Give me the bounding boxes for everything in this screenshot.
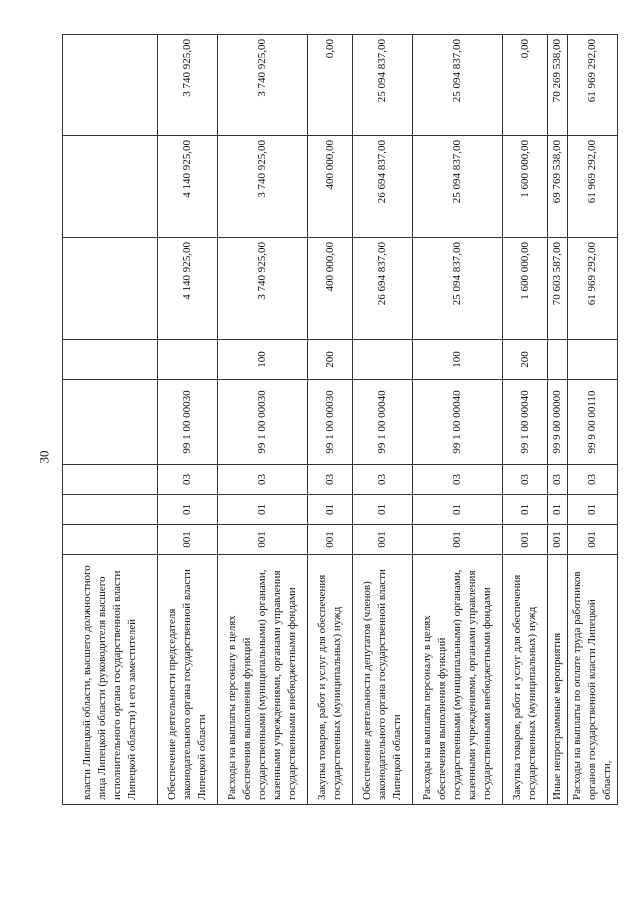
expense-type-code: 200 xyxy=(308,340,353,380)
amount-1: 3 740 925,00 xyxy=(218,238,308,340)
subsection-code: 03 xyxy=(548,465,568,495)
subsection-code: 03 xyxy=(218,465,308,495)
amount-2: 4 140 925,00 xyxy=(158,136,218,238)
expense-type-code: 200 xyxy=(503,340,548,380)
rotated-table-area xyxy=(62,35,613,805)
amount-3: 0,00 xyxy=(308,35,353,136)
amount-1: 61 969 292,00 xyxy=(568,238,618,340)
row-description: Иные непрограммные мероприятия xyxy=(548,555,568,805)
expense-type-code: 100 xyxy=(218,340,308,380)
section-code xyxy=(63,495,158,525)
target-article-code: 99 9 00 00000 xyxy=(548,380,568,465)
row-description: Расходы на выплаты персоналу в целях обеспечения выполнения функций государственными (муниципальными) органами, казенными учреждениями, органами управления государственными внебюджетными фондами xyxy=(413,555,503,805)
table-row xyxy=(503,35,548,805)
expense-type-code xyxy=(548,340,568,380)
target-article-code: 99 9 00 00110 xyxy=(568,380,618,465)
target-article-code: 99 1 00 00030 xyxy=(218,380,308,465)
target-article-code xyxy=(63,380,158,465)
expense-type-code xyxy=(158,340,218,380)
row-description: Закупка товаров, работ и услуг для обеспечения государственных (муниципальных) нужд xyxy=(503,555,548,805)
row-description: Закупка товаров, работ и услуг для обеспечения государственных (муниципальных) нужд xyxy=(308,555,353,805)
target-article-code: 99 1 00 00040 xyxy=(413,380,503,465)
table-row xyxy=(353,35,413,805)
amount-3: 70 269 538,00 xyxy=(548,35,568,136)
amount-2: 400 000,00 xyxy=(308,136,353,238)
amount-1 xyxy=(63,238,158,340)
table-row xyxy=(218,35,308,805)
amount-2: 26 694 837,00 xyxy=(353,136,413,238)
budget-table xyxy=(62,34,618,805)
section-code: 01 xyxy=(353,495,413,525)
amount-3: 3 740 925,00 xyxy=(158,35,218,136)
amount-2: 69 769 538,00 xyxy=(548,136,568,238)
subsection-code: 03 xyxy=(158,465,218,495)
section-code: 01 xyxy=(503,495,548,525)
amount-2: 1 600 000,00 xyxy=(503,136,548,238)
table-row xyxy=(63,35,158,805)
ministry-code: 001 xyxy=(413,525,503,555)
amount-2 xyxy=(63,136,158,238)
subsection-code: 03 xyxy=(413,465,503,495)
target-article-code: 99 1 00 00040 xyxy=(503,380,548,465)
section-code: 01 xyxy=(218,495,308,525)
page-number xyxy=(38,445,50,469)
amount-3: 61 969 292,00 xyxy=(568,35,618,136)
amount-1: 400 000,00 xyxy=(308,238,353,340)
subsection-code: 03 xyxy=(308,465,353,495)
target-article-code: 99 1 00 00030 xyxy=(158,380,218,465)
section-code: 01 xyxy=(308,495,353,525)
ministry-code: 001 xyxy=(353,525,413,555)
section-code: 01 xyxy=(158,495,218,525)
section-code: 01 xyxy=(548,495,568,525)
section-code: 01 xyxy=(413,495,503,525)
subsection-code: 03 xyxy=(568,465,618,495)
expense-type-code xyxy=(63,340,158,380)
subsection-code: 03 xyxy=(353,465,413,495)
amount-1: 26 694 837,00 xyxy=(353,238,413,340)
subsection-code xyxy=(63,465,158,495)
amount-1: 1 600 000,00 xyxy=(503,238,548,340)
row-description: Расходы на выплаты по оплате труда работников органов государственной власти Липецкой области, xyxy=(568,555,618,805)
ministry-code: 001 xyxy=(218,525,308,555)
amount-2: 61 969 292,00 xyxy=(568,136,618,238)
table-row xyxy=(568,35,618,805)
ministry-code: 001 xyxy=(548,525,568,555)
amount-3: 25 094 837,00 xyxy=(413,35,503,136)
table-row xyxy=(413,35,503,805)
expense-type-code xyxy=(353,340,413,380)
expense-type-code: 100 xyxy=(413,340,503,380)
ministry-code xyxy=(63,525,158,555)
expense-type-code xyxy=(568,340,618,380)
row-description: Расходы на выплаты персоналу в целях обеспечения выполнения функций государственными (муниципальными) органами, казенными учреждениями, органами управления государственными внебюджетными фондами xyxy=(218,555,308,805)
target-article-code: 99 1 00 00030 xyxy=(308,380,353,465)
amount-1: 70 603 587,00 xyxy=(548,238,568,340)
page-number-text: 30 xyxy=(36,450,51,464)
ministry-code: 001 xyxy=(568,525,618,555)
row-description: власти Липецкой области, высшего должностного лица Липецкой области (руководителя высшего исполнительного органа государственной власти Липецкой области) и его заместителей xyxy=(63,555,158,805)
amount-2: 25 094 837,00 xyxy=(413,136,503,238)
ministry-code: 001 xyxy=(308,525,353,555)
table-row xyxy=(158,35,218,805)
subsection-code: 03 xyxy=(503,465,548,495)
ministry-code: 001 xyxy=(503,525,548,555)
budget-table-body xyxy=(63,35,618,805)
ministry-code: 001 xyxy=(158,525,218,555)
amount-3: 25 094 837,00 xyxy=(353,35,413,136)
target-article-code: 99 1 00 00040 xyxy=(353,380,413,465)
amount-3 xyxy=(63,35,158,136)
section-code: 01 xyxy=(568,495,618,525)
amount-3: 3 740 925,00 xyxy=(218,35,308,136)
amount-1: 4 140 925,00 xyxy=(158,238,218,340)
amount-2: 3 740 925,00 xyxy=(218,136,308,238)
amount-3: 0,00 xyxy=(503,35,548,136)
table-row xyxy=(548,35,568,805)
rotated-table-wrapper xyxy=(62,35,613,805)
row-description: Обеспечение деятельности депутатов (членов) законодательного органа государственной власти Липецкой области xyxy=(353,555,413,805)
amount-1: 25 094 837,00 xyxy=(413,238,503,340)
table-row xyxy=(308,35,353,805)
row-description: Обеспечение деятельности председателя законодательного органа государственной власти Липецкой области xyxy=(158,555,218,805)
